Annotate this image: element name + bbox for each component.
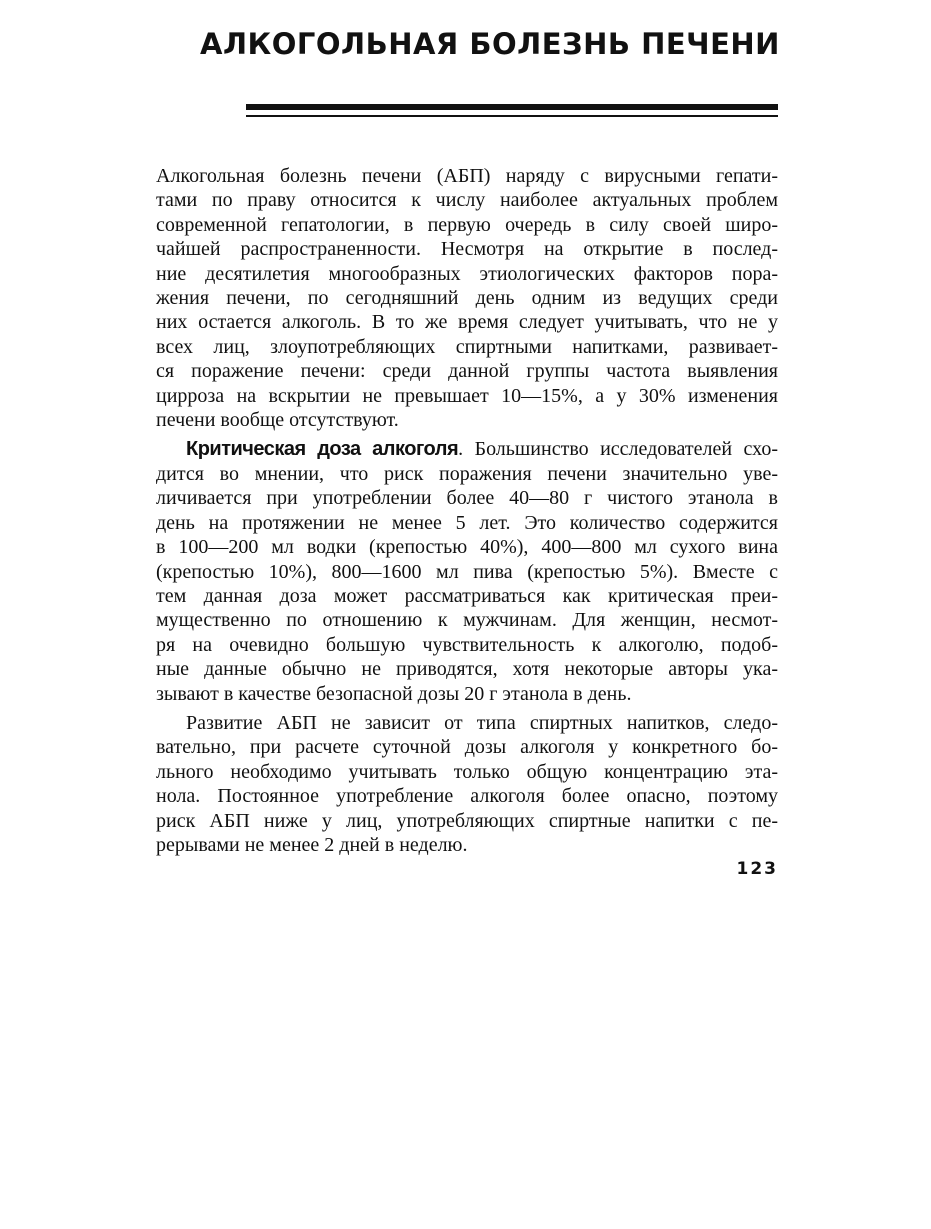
paragraph-critical-dose xyxy=(156,437,778,705)
page-number: 123 xyxy=(736,859,778,879)
text-line: Алкогольная болезнь печени (АБП) наряду с вирусными гепати- xyxy=(156,165,778,187)
body-text xyxy=(156,164,778,862)
text-line: риск АБП ниже у лиц, употребляющих спиртные напитки с пе- xyxy=(156,809,778,832)
text-line: дится во мнении, что риск поражения печени значительно уве- xyxy=(156,462,778,485)
title-rule-thin xyxy=(246,115,778,117)
text-line: них остается алкоголь. В то же время следует учитывать, что не у xyxy=(156,311,778,334)
paragraph-intro xyxy=(156,164,778,432)
text-line: вательно, при расчете суточной дозы алкоголя у конкретного бо- xyxy=(156,736,778,759)
text-line: (крепостью 10%), 800—1600 мл пива (крепостью 5%). Вместе с xyxy=(156,560,778,583)
text-line: нола. Постоянное употребление алкоголя более опасно, поэтому xyxy=(156,785,778,808)
page-title: АЛКОГОЛЬНАЯ БОЛЕЗНЬ ПЕЧЕНИ xyxy=(200,27,780,61)
text-fragment: . Большинство исследователей схо- xyxy=(458,438,778,461)
text-line: жения печени, по сегодняшний день одним из ведущих среди xyxy=(156,287,778,310)
text-line: льного необходимо учитывать только общую концентрацию эта- xyxy=(156,760,778,783)
text-line: Развитие АБП не зависит от типа спиртных напитков, следо- xyxy=(186,711,778,734)
text-line: тами по праву относится к числу наиболее актуальных проблем xyxy=(156,189,778,212)
text-line: тем данная доза может рассматриваться как критическая преи- xyxy=(156,584,778,607)
text-line: всех лиц, злоупотребляющих спиртными напитками, развивает- xyxy=(156,335,778,358)
text-line: ря на очевидно большую чувствительность к алкоголю, подоб- xyxy=(156,633,778,656)
title-rule-thick xyxy=(246,104,778,110)
text-line: ние десятилетия многообразных этиологических факторов пора- xyxy=(156,262,778,285)
text-line: рерывами не менее 2 дней в неделю. xyxy=(156,833,468,856)
text-line: ся поражение печени: среди данной группы частота выявления xyxy=(156,360,778,383)
text-line xyxy=(156,437,778,461)
text-line: печени вообще отсутствуют. xyxy=(156,409,399,432)
text-line: мущественно по отношению к мужчинам. Для женщин, несмот- xyxy=(156,609,778,632)
text-line: в 100—200 мл водки (крепостью 40%), 400—800 мл сухого вина xyxy=(156,536,778,559)
text-line: зывают в качестве безопасной дозы 20 г этанола в день. xyxy=(156,682,632,705)
text-line: ные данные обычно не приводятся, хотя некоторые авторы ука- xyxy=(156,658,778,681)
text-line: личивается при употреблении более 40—80 г чистого этанола в xyxy=(156,487,778,510)
paragraph-lead-term: Критическая доза алкоголя xyxy=(186,438,459,461)
text-line: современной гепатологии, в первую очередь в силу своей широ- xyxy=(156,213,778,236)
paragraph-drink-type xyxy=(156,711,778,857)
text-line: день на протяжении не менее 5 лет. Это количество содержится xyxy=(156,511,778,534)
text-line: чайшей распространенности. Несмотря на открытие в послед- xyxy=(156,238,778,261)
text-line: цирроза на вскрытии не превышает 10—15%, а у 30% изменения xyxy=(156,384,778,407)
